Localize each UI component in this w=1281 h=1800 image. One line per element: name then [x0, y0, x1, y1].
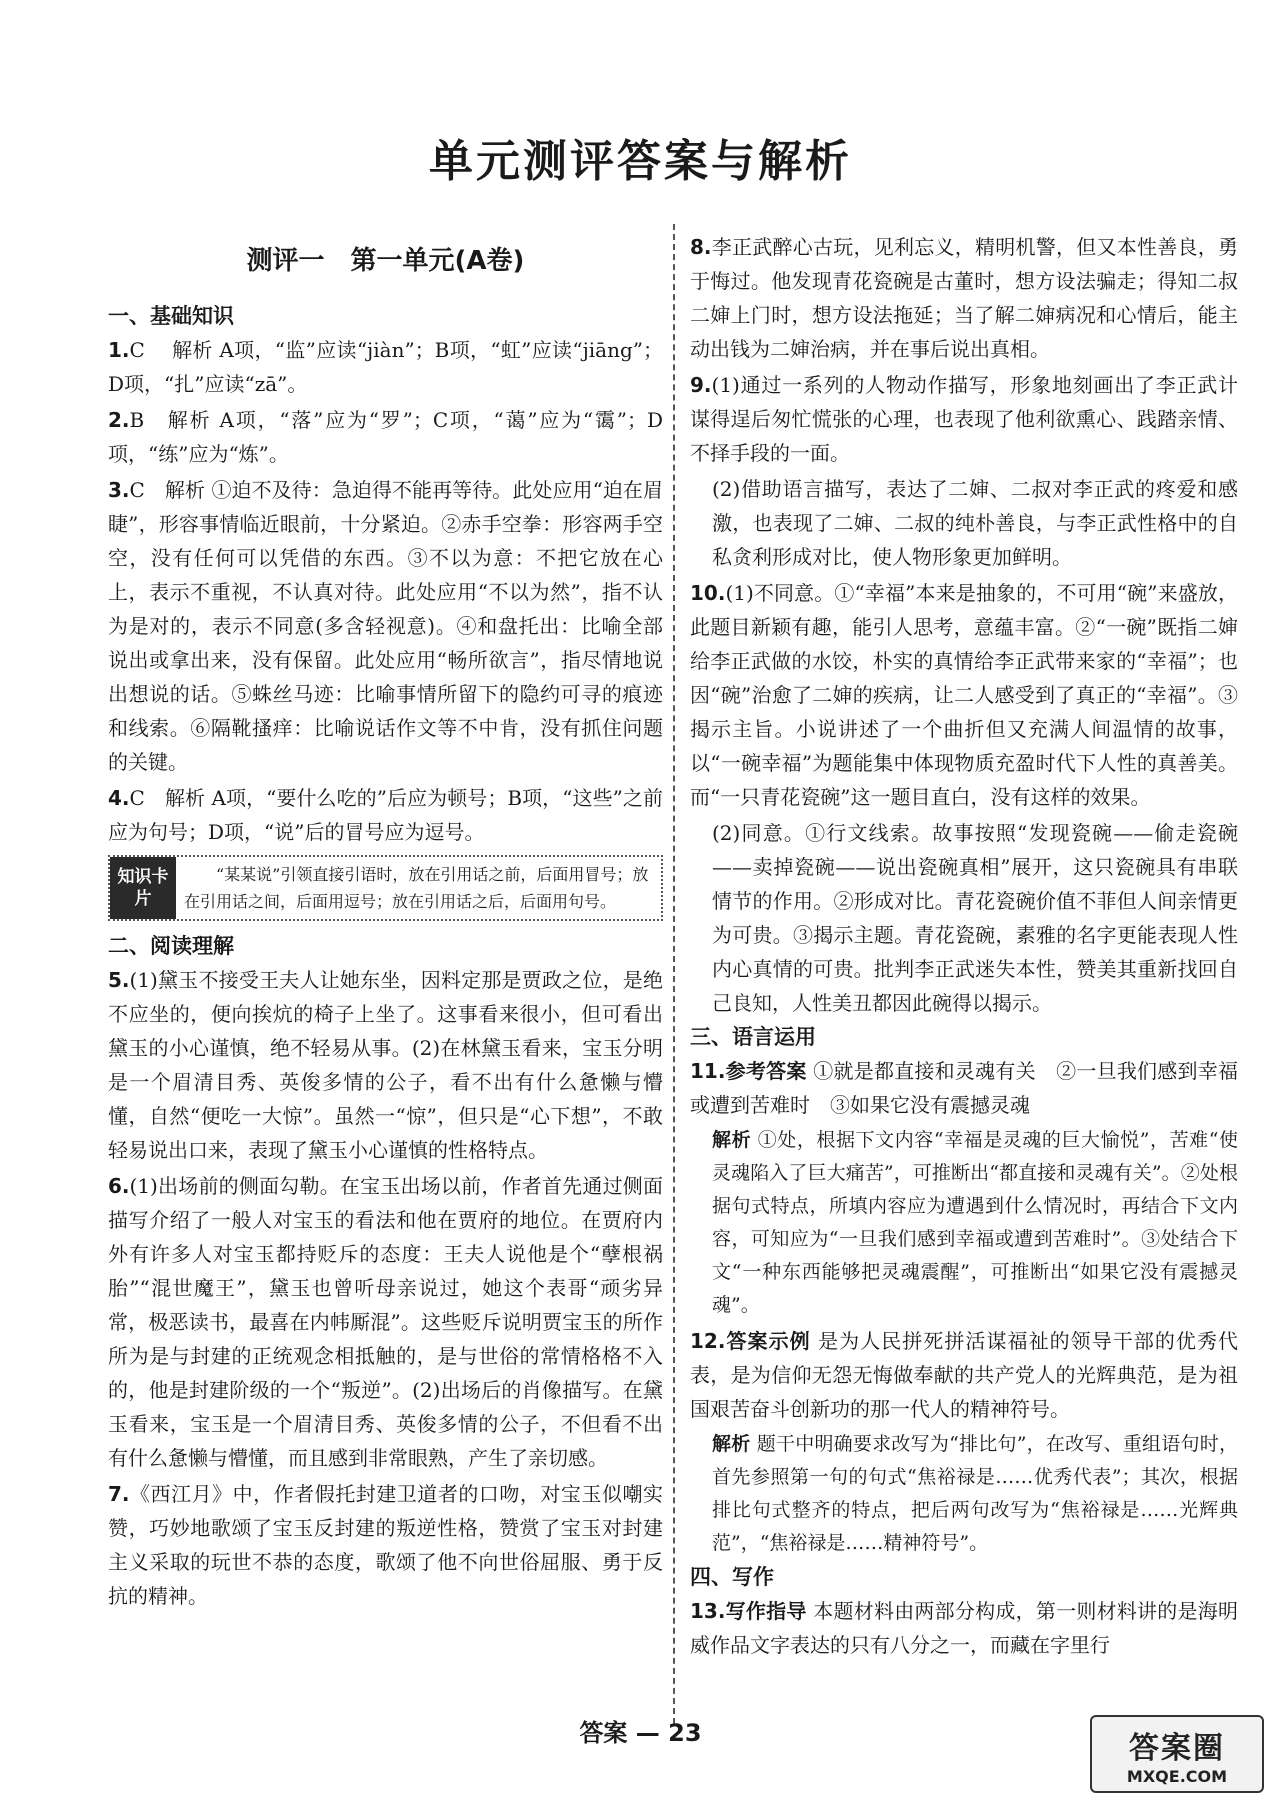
question-text: (1)不同意。①“幸福”本来是抽象的，不可用“碗”来盛放，此题目新颖有趣，能引人思考，意蕴丰富。②“一碗”既指二婶给李正武做的水饺，朴实的真情给李正武带来家的“幸福”；也因“碗”治愈了二婶的疾病，让二人感受到了真正的“幸福”。③揭示主旨。小说讲述了一个曲折但又充满人间温情的故事，以“一碗幸福”为题能集中体现物质充盈时代下人性的真善美。而“一只青花瓷碗”这一题目直白，没有这样的效果。	[690, 581, 1238, 809]
section-heading-basic: 一、基础知识	[108, 304, 234, 328]
question-11-explanation	[690, 1124, 1238, 1322]
question-text: (1)出场前的侧面勾勒。在宝玉出场以前，作者首先通过侧面描写介绍了一般人对宝玉的看法和他在贾府的地位。在贾府内外有许多人对宝玉都持贬斥的态度：王夫人说他是个“孽根祸胎”“混世魔王”，黛玉也曾听母亲说过，她这个表哥“顽劣异常，极恶读书，最喜在内帏厮混”。这些贬斥说明贾宝玉的所作所为是与封建的正统观念相抵触的，是与世俗的常情格格不入的，他是封建阶级的一个“叛逆”。(2)出场后的肖像描写。在黛玉看来，宝玉是一个眉清目秀、英俊多情的公子，不但看不出有什么惫懒与懵懂，而且感到非常眼熟，产生了亲切感。	[108, 1174, 663, 1470]
question-number: 13.	[690, 1599, 726, 1623]
question-text: C 解析 A项，“监”应读“jiàn”；B项，“虹”应读“jiāng”；D项，“扎”应读“zā”。	[108, 338, 663, 396]
watermark-main-text: 答案圈	[1129, 1730, 1225, 1766]
question-text: 本题材料由两部分构成，第一则材料讲的是海明威作品文字表达的只有八分之一，而藏在字里行	[690, 1599, 1239, 1657]
section-heading-writing: 四、写作	[690, 1565, 774, 1589]
question-5	[108, 963, 663, 1167]
question-number: 2.	[108, 408, 130, 432]
question-number: 5.	[108, 968, 130, 992]
section-subtitle: 测评一 第一单元(A卷)	[246, 246, 525, 276]
question-number: 3.	[108, 478, 130, 502]
question-number: 7.	[108, 1482, 130, 1506]
question-12-explanation	[690, 1428, 1238, 1560]
question-9	[690, 368, 1238, 470]
section-heading-reading: 二、阅读理解	[108, 934, 234, 958]
answer-keyword: 答案示例	[725, 1329, 811, 1353]
question-text: C 解析 ①迫不及待：急迫得不能再等待。此处应用“迫在眉睫”，形容事情临近眼前，十分紧迫。②赤手空拳：形容两手空空，没有任何可以凭借的东西。③不以为意：不把它放在心上，表示不重视，不认真对待。此处应用“不以为然”，指不认为是对的，表示不同意(多含轻视意)。④和盘托出：比喻全部说出或拿出来，没有保留。此处应用“畅所欲言”，指尽情地说出想说的话。⑤蛛丝马迹：比喻事情所留下的隐约可寻的痕迹和线索。⑥隔靴搔痒：比喻说话作文等不中肯，没有抓住问题的关键。	[108, 478, 663, 774]
question-text: (1)通过一系列的人物动作描写，形象地刻画出了李正武计谋得逞后匆忙慌张的心理，也表现了他利欲熏心、践踏亲情、不择手段的一面。	[690, 373, 1238, 465]
question-10-part-2: (2)同意。①行文线索。故事按照“发现瓷碗——偷走瓷碗——卖掉瓷碗——说出瓷碗真相”展开，这只瓷碗具有串联情节的作用。②形成对比。青花瓷碗价值不菲但人间亲情更为可贵。③揭示主题。青花瓷碗，素雅的名字更能表现人性内心真情的可贵。批判李正武迷失本性，赞美其重新找回自己良知，人性美丑都因此碗得以揭示。	[712, 821, 1238, 1015]
question-4	[108, 781, 663, 849]
question-number: 9.	[690, 373, 712, 397]
question-number: 4.	[108, 786, 130, 810]
question-text: B 解析 A项，“落”应为“罗”；C项，“蔼”应为“霭”；D项，“练”应为“炼”。	[108, 408, 663, 466]
question-number: 6.	[108, 1174, 130, 1198]
page-title: 单元测评答案与解析	[429, 136, 852, 187]
question-11	[690, 1054, 1238, 1122]
question-10	[690, 576, 1238, 814]
question-text: 是为人民拼死拼活谋福祉的领导干部的优秀代表，是为信仰无怨无悔做奉献的共产党人的光辉典范，是为祖国艰苦奋斗创新功的那一代人的精神符号。	[690, 1329, 1239, 1421]
answer-keyword: 参考答案	[725, 1059, 807, 1083]
watermark-logo	[1090, 1715, 1264, 1793]
question-number: 12.	[690, 1329, 726, 1353]
question-number: 8.	[690, 235, 712, 259]
question-number: 10.	[690, 581, 726, 605]
knowledge-card-label: 知识卡片	[110, 857, 176, 919]
question-text: C 解析 A项，“要什么吃的”后应为顿号；B项，“这些”之前应为句号；D项，“说”后的冒号应为逗号。	[108, 786, 663, 844]
column-divider	[673, 224, 675, 1724]
right-column	[690, 230, 1238, 1664]
question-text: 《西江月》中，作者假托封建卫道者的口吻，对宝玉似嘲实赞，巧妙地歌颂了宝玉反封建的叛逆性格，赞赏了宝玉对封建主义采取的玩世不恭的态度，歌颂了他不向世俗屈服、勇于反抗的精神。	[108, 1482, 663, 1608]
answer-keyword: 写作指导	[725, 1599, 807, 1623]
explanation-text: 题干中明确要求改写为“排比句”，在改写、重组语句时，首先参照第一句的句式“焦裕禄是……优秀代表”；其次，根据排比句式整齐的特点，把后两句改写为“焦裕禄是……光辉典范”，“焦裕禄是……精神符号”。	[712, 1433, 1238, 1554]
question-text: ①就是都直接和灵魂有关 ②一旦我们感到幸福或遭到苦难时 ③如果它没有震撼灵魂	[690, 1059, 1239, 1117]
explanation-text: ①处，根据下文内容“幸福是灵魂的巨大愉悦”，苦难“使灵魂陷入了巨大痛苦”，可推断出“都直接和灵魂有关”。②处根据句式特点，所填内容应为遭遇到什么情况时，再结合下文内容，可知应为“一旦我们感到幸福或遭到苦难时”。③处结合下文“一种东西能够把灵魂震醒”，可推断出“如果它没有震撼灵魂”。	[712, 1129, 1238, 1316]
question-1	[108, 333, 663, 401]
question-9-part-2: (2)借助语言描写，表达了二婶、二叔对李正武的疼爱和感激，也表现了二婶、二叔的纯朴善良，与李正武性格中的自私贪利形成对比，使人物形象更加鲜明。	[712, 477, 1238, 569]
question-3	[108, 473, 663, 779]
question-2	[108, 403, 663, 471]
page-footer: 答案 — 23	[579, 1719, 702, 1747]
section-heading-language: 三、语言运用	[690, 1025, 816, 1049]
question-13	[690, 1594, 1238, 1662]
question-text: 李正武醉心古玩，见利忘义，精明机警，但又本性善良，勇于悔过。他发现青花瓷碗是古董时，想方设法骗走；得知二叔二婶上门时，想方设法拖延；当了解二婶病况和心情后，能主动出钱为二婶治病，并在事后说出真相。	[690, 235, 1238, 361]
question-number: 11.	[690, 1059, 726, 1083]
knowledge-card	[108, 855, 663, 921]
question-text: (1)黛玉不接受王夫人让她东坐，因料定那是贾政之位，是绝不应坐的，便向挨炕的椅子上坐了。这事看来很小，但可看出黛玉的小心谨慎，绝不轻易从事。(2)在林黛玉看来，宝玉分明是一个眉清目秀、英俊多情的公子，看不出有什么惫懒与懵懂，自然“便吃一大惊”。虽然一“惊”，但只是“心下想”，不敢轻易说出口来，表现了黛玉小心谨慎的性格特点。	[108, 968, 663, 1162]
explanation-keyword: 解析	[712, 1129, 752, 1151]
question-8	[690, 230, 1238, 366]
question-7	[108, 1477, 663, 1613]
question-number: 1.	[108, 338, 130, 362]
explanation-keyword: 解析	[712, 1433, 751, 1455]
question-12	[690, 1324, 1238, 1426]
question-6	[108, 1169, 663, 1475]
watermark-sub-text: MXQE.COM	[1126, 1766, 1228, 1786]
knowledge-card-text: “某某说”引领直接引语时，放在引用话之前，后面用冒号；放在引用话之间，后面用逗号；放在引用话之后，后面用句号。	[184, 865, 649, 911]
left-column	[108, 222, 663, 1615]
